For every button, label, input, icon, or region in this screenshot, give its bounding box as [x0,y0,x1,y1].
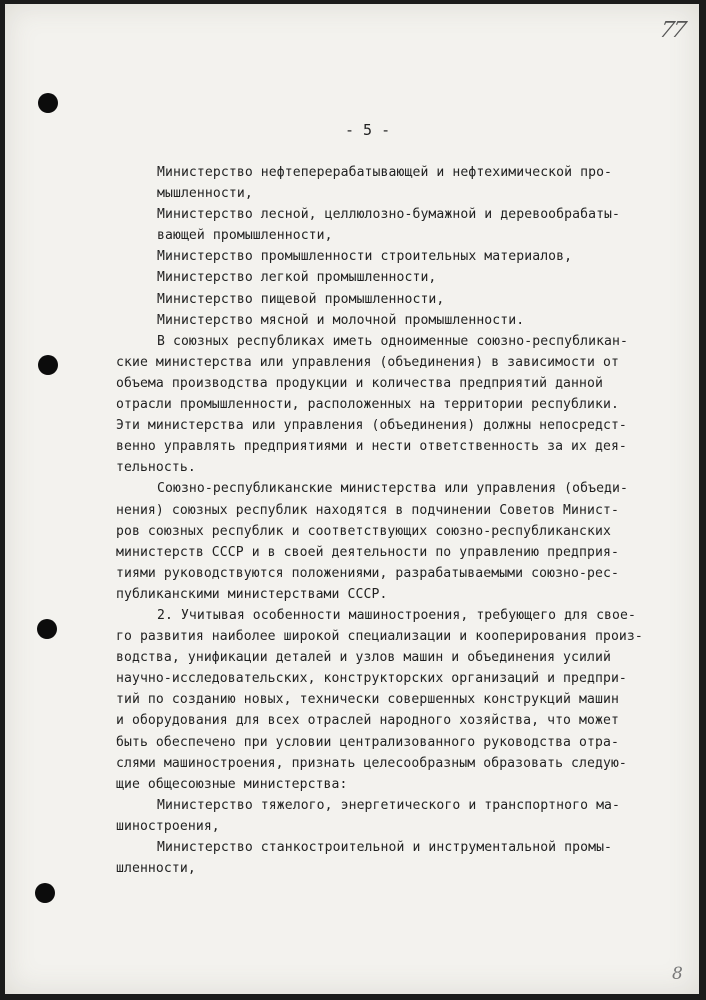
text-line: тиями руководствуются положениями, разрабатываемыми союзно-рес- [116,565,619,581]
text-line: Эти министерства или управления (объединения) должны непосредст- [116,418,627,434]
text-line: шиностроения, [116,818,220,834]
text-line: Министерство тяжелого, энергетического и транспортного ма- [157,797,621,813]
sheet-number: 8 [672,964,683,984]
text-line: быть обеспечено при условии централизованного руководства отра- [116,734,619,750]
text-line: отрасли промышленности, расположенных на территории республики. [116,397,619,413]
punch-hole [38,355,58,375]
text-line: Союзно-республиканские министерства или управления (объеди- [157,481,629,497]
text-line: ров союзных республик и соответствующих союзно-республиканских [116,523,611,539]
text-line: и оборудования для всех отраслей народного хозяйства, что может [116,713,619,729]
text-line: объема производства продукции и количества предприятий данной [116,375,603,391]
text-line: Министерство промышленности строительных материалов, [157,249,573,265]
text-line: тий по созданию новых, технически совершенных конструкций машин [116,692,619,708]
text-line: Министерство легкой промышленности, [157,270,437,286]
text-line: нения) союзных республик находятся в подчинении Советов Минист- [116,502,619,518]
punch-hole [37,619,57,639]
text-line: публиканскими министерствами СССР. [116,586,388,602]
text-line: венно управлять предприятиями и нести ответственность за их дея- [116,439,627,455]
text-line: го развития наиболее широкой специализации и кооперирования произ- [116,629,643,645]
text-line: В союзных республиках иметь одноименные союзно-республикан- [157,333,629,349]
text-line: вающей промышленности, [157,228,333,244]
text-line: научно-исследовательских, конструкторских организаций и предпри- [116,671,627,687]
text-line: ские министерства или управления (объединения) в зависимости от [116,354,619,370]
text-line: слями машиностроения, признать целесообразным образовать следую- [116,755,627,771]
text-line: щие общесоюзные министерства: [116,776,348,792]
text-line: шленности, [116,861,196,877]
archive-folio-number: 77 [657,18,687,43]
text-line: 2. Учитывая особенности машиностроения, требующего для свое- [157,607,636,623]
punch-hole [35,883,55,903]
text-line: Министерство нефтеперерабатывающей и нефтехимической про- [157,165,613,180]
text-line: тельность. [116,460,196,476]
text-line: Министерство пищевой промышленности, [157,291,445,307]
text-line: водства, унификации деталей и узлов машин и объединения усилий [116,650,611,666]
text-line: Министерство станкостроительной и инструментальной промы- [157,840,613,855]
text-line: министерств СССР и в своей деятельности по управлению предприя- [116,544,619,560]
text-line: мышленности, [157,186,253,202]
punch-hole [38,93,58,113]
text-line: Министерство мясной и молочной промышленности. [157,312,525,328]
document-body [116,162,676,879]
text-line: Министерство лесной, целлюлозно-бумажной и деревообрабаты- [157,207,621,223]
page-number: - 5 - [345,121,391,139]
